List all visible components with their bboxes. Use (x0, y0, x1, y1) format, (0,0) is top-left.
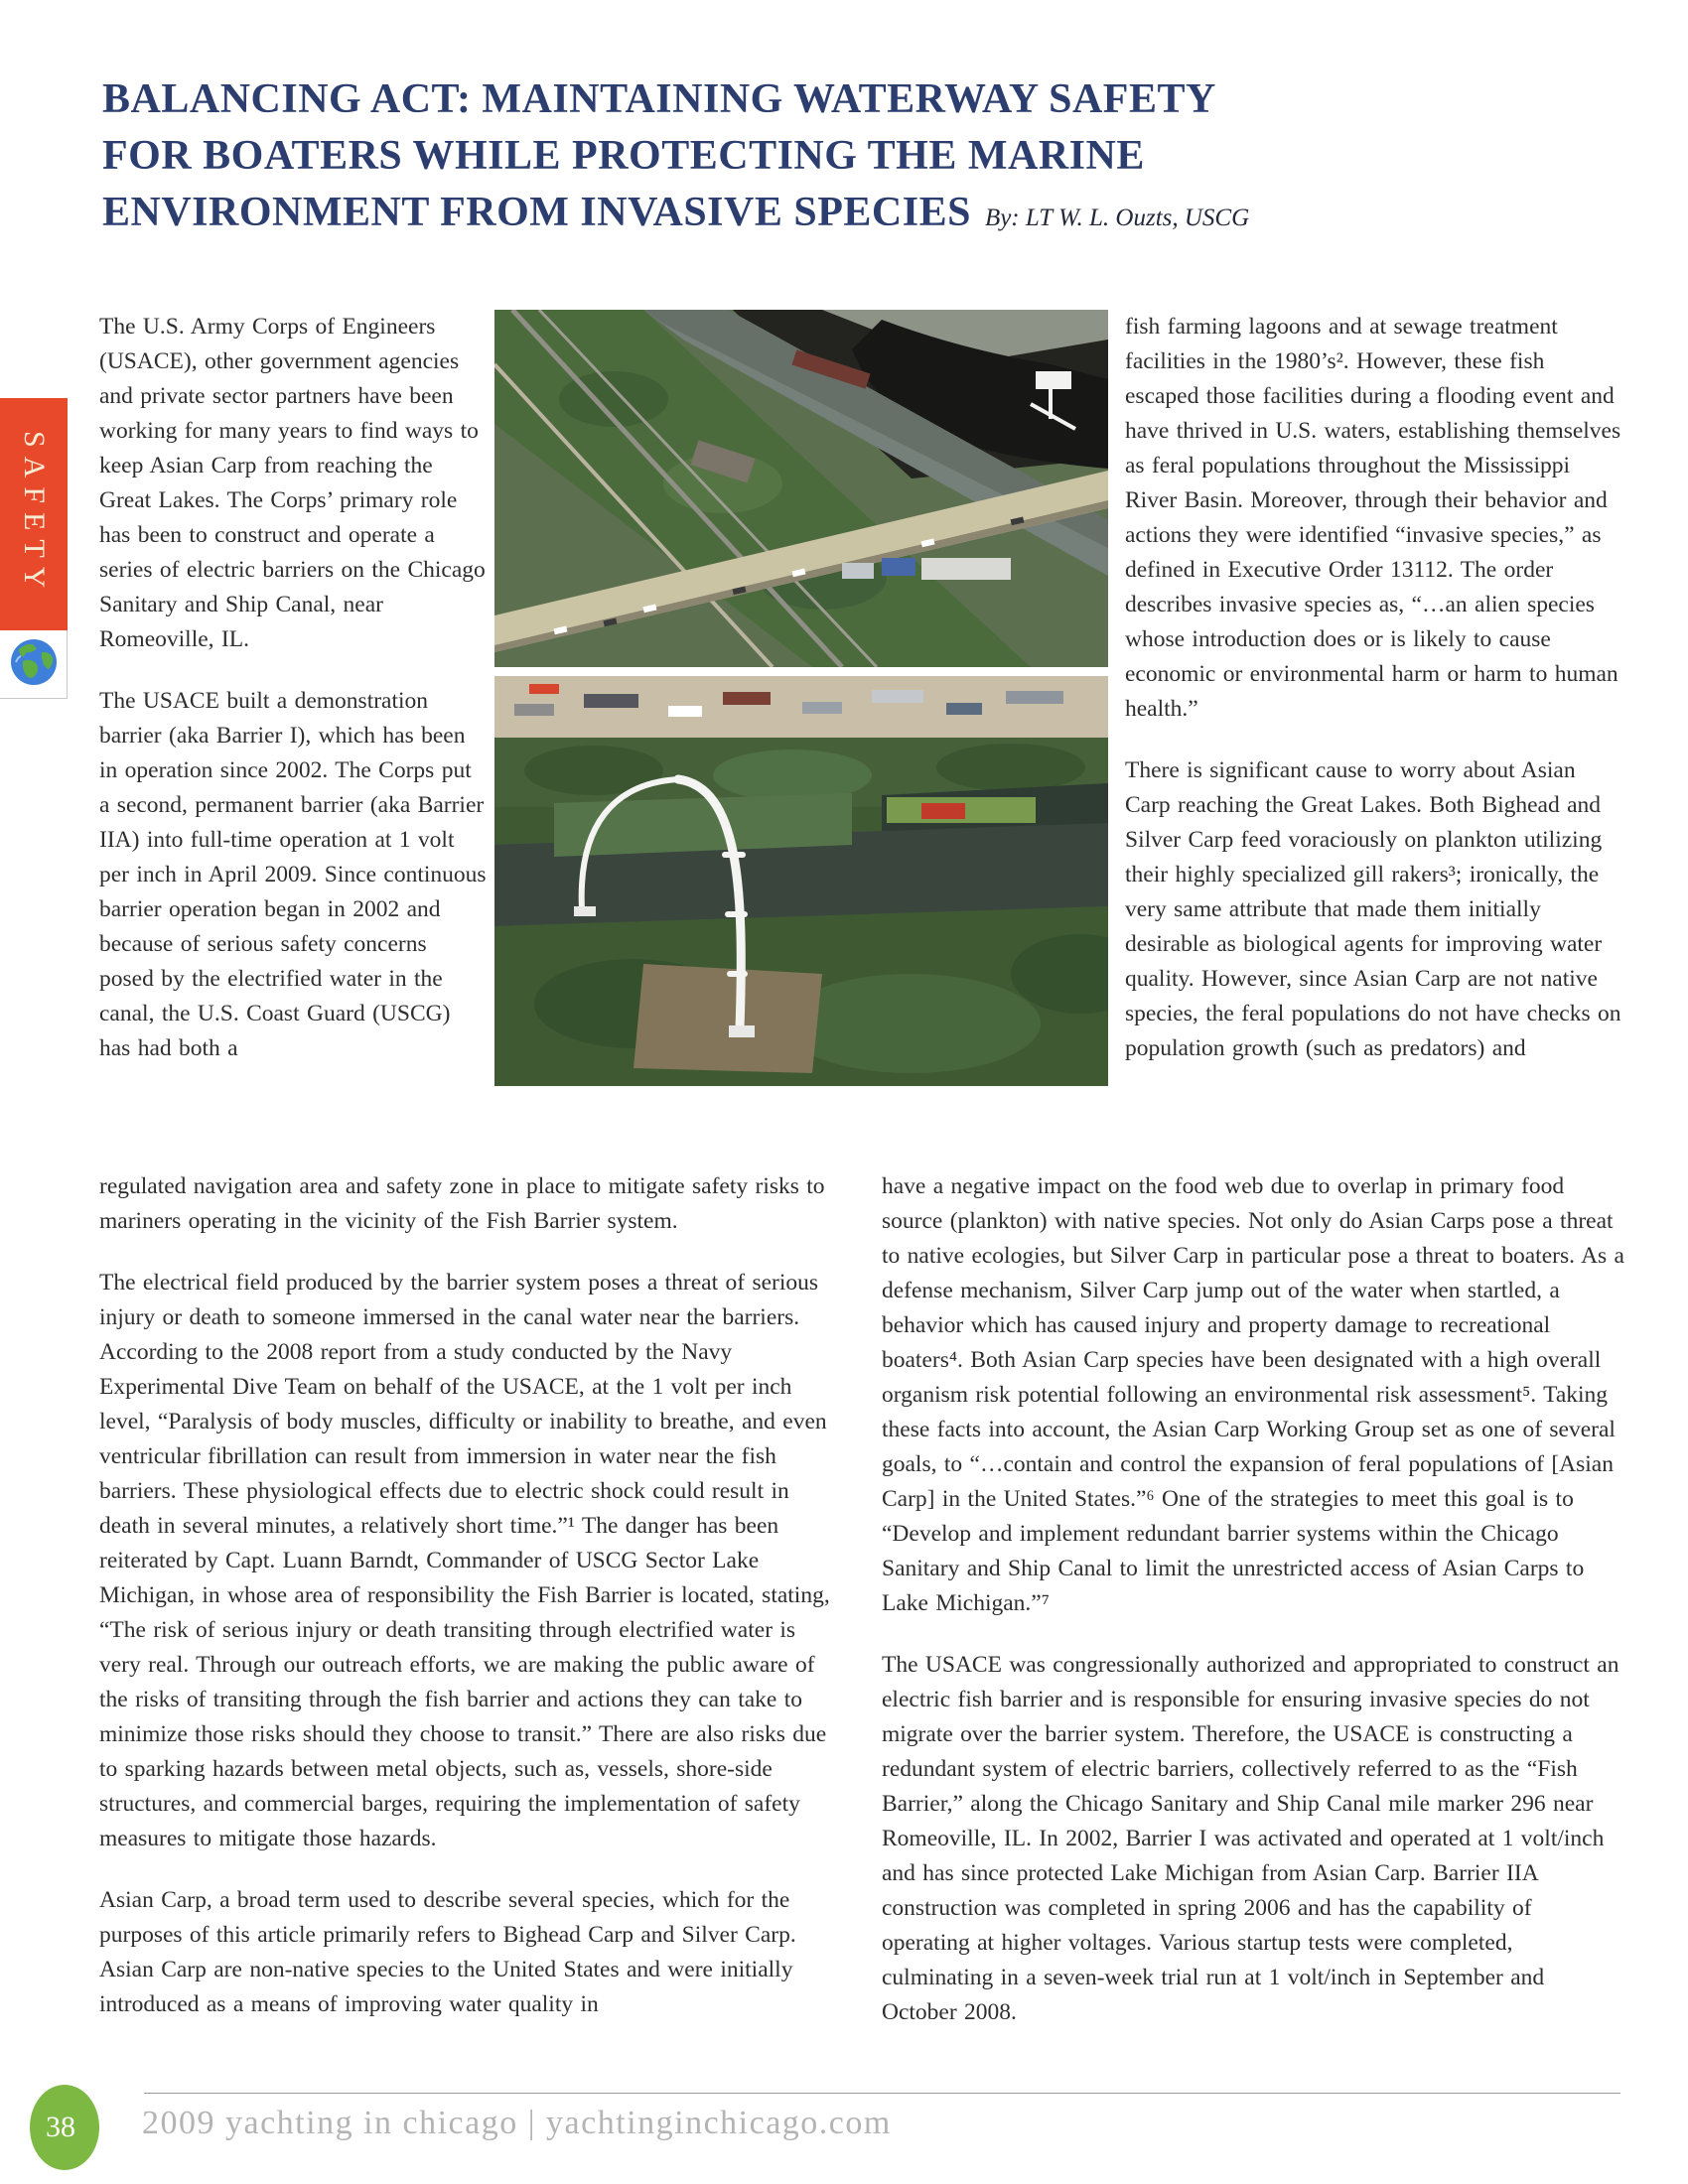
paragraph: The USACE built a demonstration barrier (aka Barrier I), which has been in operation since 2002. The Corps put a second, permanent barrier (aka Barrier IIA) into full-time operation at 1 volt per inch in April 2009. Since continuous barrier operation began in 2002 and because of serious safety concerns posed by the electrified water in the canal, the U.S. Coast Guard (USCG) has had both a (99, 688, 487, 1061)
globe-icon (9, 637, 59, 692)
page-number-badge (30, 2085, 99, 2170)
column-left-narrow (99, 310, 487, 1066)
sidebar-tab-label: SAFETY (18, 431, 51, 598)
footer-publication-text: 2009 yachting in chicago | yachtinginchicago.com (142, 2105, 892, 2141)
column-right-wide (882, 1169, 1626, 2030)
paragraph-continuation: regulated navigation area and safety zone in place to mitigate safety risks to mariners operating in the vicinity of the Fish Barrier system. (99, 1173, 825, 1234)
sidebar-section-tab-safety (0, 398, 68, 630)
paragraph: fish farming lagoons and at sewage treatment facilities in the 1980’s². However, these fish escaped those facilities during a flooding event and have thrived in U.S. waters, establishing themselves as feral populations throughout the Mississippi River Basin. Moreover, through their behavior and actions they were identified “invasive species,” as defined in Executive Order 13112. The order describes invasive species as, “…an alien species whose introduction does or is likely to cause economic or environmental harm or harm to human health.” (1125, 314, 1621, 722)
page-number: 38 (46, 2111, 75, 2143)
paragraph: The USACE was congressionally authorized and appropriated to construct an electric fish barrier and is responsible for ensuring invasive species do not migrate over the barrier system. Therefore, the USACE is constructing a redundant system of electric barriers, collectively referred to as the “Fish Barrier,” along the Chicago Sanitary and Ship Canal mile marker 296 near Romeoville, IL. In 2002, Barrier I was activated and operated at 1 volt/inch and has since protected Lake Michigan from Asian Carp. Barrier IIA construction was completed in spring 2006 and has the capability of operating at higher voltages. Various startup tests were completed, culminating in a seven-week trial run at 1 volt/inch in September and October 2008. (882, 1652, 1619, 2025)
footer-divider (144, 2093, 1620, 2094)
article-title-text: BALANCING ACT: MAINTAINING WATERWAY SAFETY FOR BOATERS WHILE PROTECTING THE MARINE ENVIRONMENT FROM INVASIVE SPECIES (102, 76, 1215, 235)
paragraph: The electrical field produced by the barrier system poses a threat of serious injury or death to someone immersed in the canal water near the barriers. According to the 2008 report from a study conducted by the Navy Experimental Dive Team on behalf of the USACE, at the 1 volt per inch level, “Paralysis of body muscles, difficulty or inability to breathe, and even ventricular fibrillation can result from immersion in water near the fish barriers. These physiological effects due to electric shock could result in death in several minutes, a relatively short time.”¹ The danger has been reiterated by Capt. Luann Barndt, Commander of USCG Sector Lake Michigan, in whose area of responsibility the Fish Barrier is located, stating, “The risk of serious injury or death transiting through electrified water is very real. Through our outreach efforts, we are making the public aware of the risks of transiting through the fish barrier and actions they can take to minimize those risks should they choose to transit.” There are also risks due to sparking hazards between metal objects, such as, vessels, shore-side structures, and commercial barges, requiring the implementation of safety measures to mitigate those hazards. (99, 1270, 830, 1851)
article-title (102, 71, 1274, 246)
aerial-canal-arch-structure-photo (494, 676, 1108, 1086)
paragraph: Asian Carp, a broad term used to describe several species, which for the purposes of this article primarily refers to Bighead Carp and Silver Carp. Asian Carp are non-native species to the United States and were initially introduced as a means of improving water quality in (99, 1887, 796, 2017)
paragraph: There is significant cause to worry about Asian Carp reaching the Great Lakes. Both Bighead and Silver Carp feed voraciously on plankton utilizing their highly specialized gill rakers³; ironically, the very same attribute that made them initially desirable as biological agents for improving water quality. However, since Asian Carp are not native species, the feral populations do not have checks on population growth (such as predators) and (1125, 757, 1621, 1061)
column-left-wide (99, 1169, 844, 2022)
paragraph-continuation: have a negative impact on the food web due to overlap in primary food source (plankton) with native species. Not only do Asian Carps pose a threat to native ecologies, but Silver Carp in particular pose a threat to boaters. As a defense mechanism, Silver Carp jump out of the water when startled, a behavior which has caused injury and property damage to recreational boaters⁴. Both Asian Carp species have been designated with a high overall organism risk potential following an environmental risk assessment⁵. Taking these facts into account, the Asian Carp Working Group set as one of several goals, to “…contain and control the expansion of feral populations of [Asian Carp] in the United States.”⁶ One of the strategies to meet this goal is to “Develop and implement redundant barrier systems within the Chicago Sanitary and Ship Canal to limit the unrestricted access of Asian Carps to Lake Michigan.”⁷ (882, 1173, 1624, 1616)
column-right-narrow (1125, 310, 1623, 1066)
aerial-canal-highway-bridge-photo (494, 310, 1108, 667)
article-byline: By: LT W. L. Ouzts, USCG (984, 205, 1250, 231)
paragraph: The U.S. Army Corps of Engineers (USACE), other government agencies and private sector partners have been working for many years to find ways to keep Asian Carp from reaching the Great Lakes. The Corps’ primary role has been to construct and operate a series of electric barriers on the Chicago Sanitary and Ship Canal, near Romeoville, IL. (99, 314, 486, 652)
globe-box (0, 630, 68, 699)
